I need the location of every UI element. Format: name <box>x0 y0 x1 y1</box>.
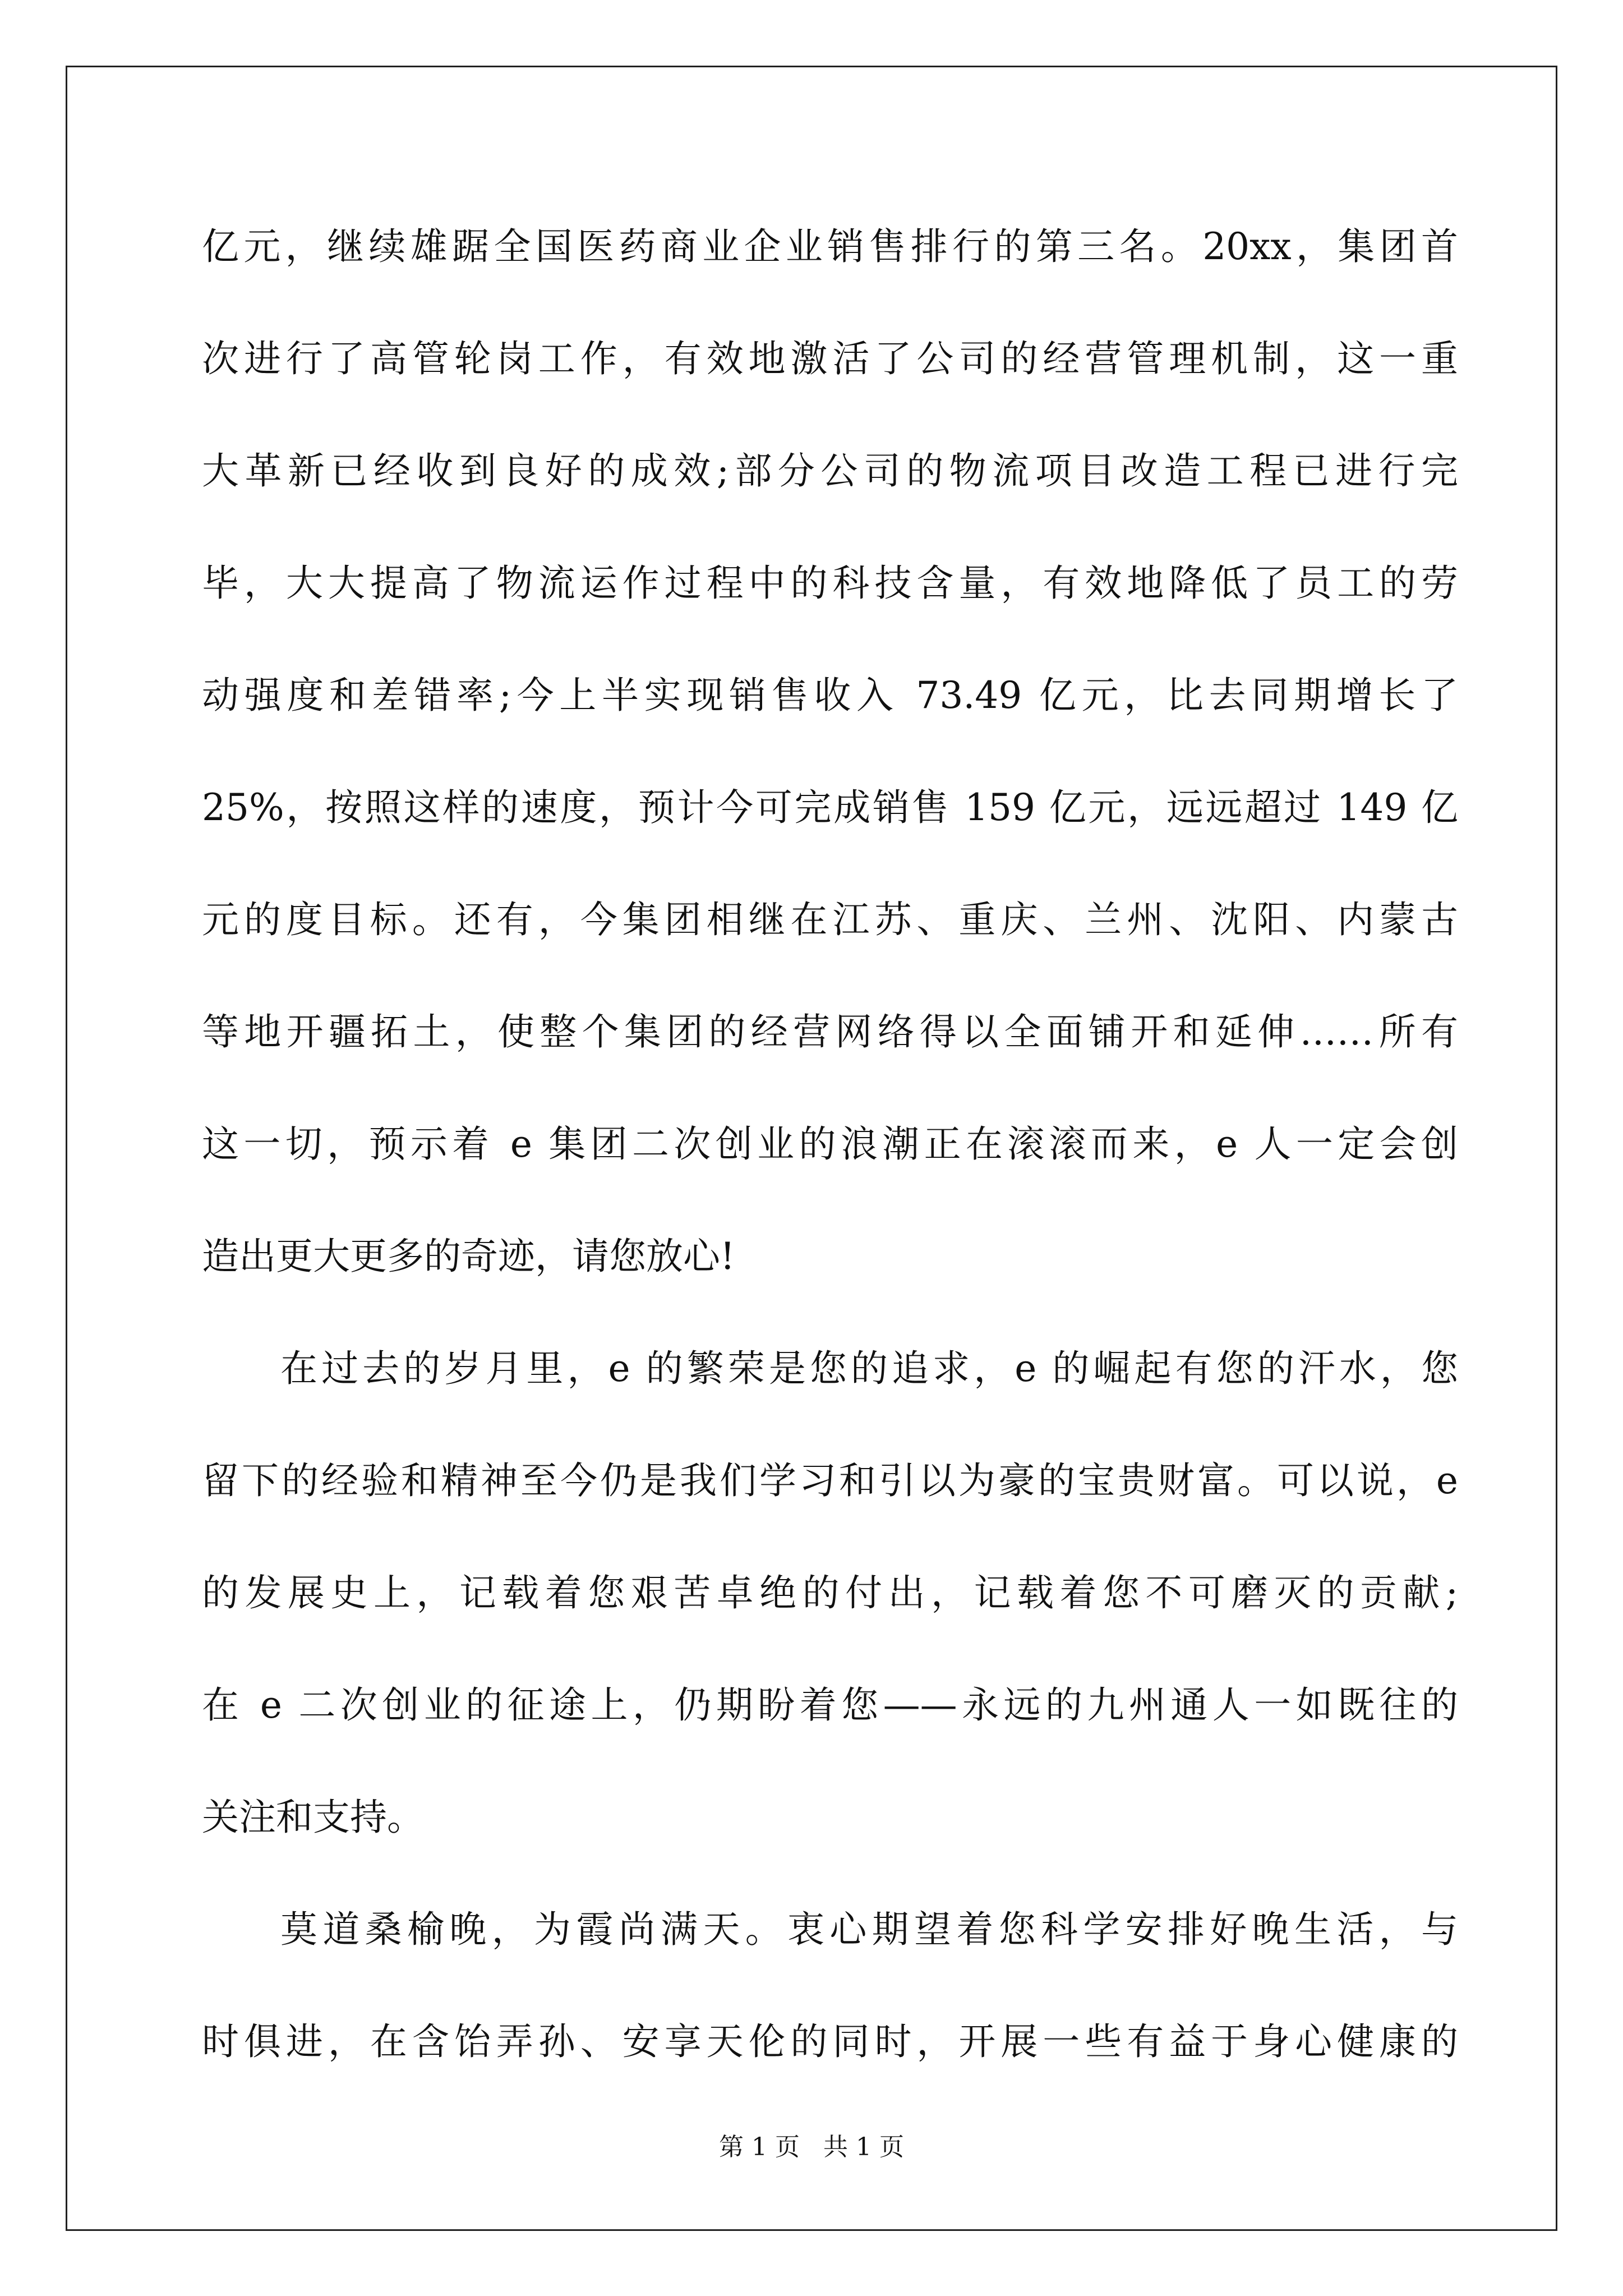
paragraph-line: 次进行了高管轮岗工作，有效地激活了公司的经营管理机制，这一重 <box>202 337 1458 380</box>
paragraph-line: 等地开疆拓土，使整个集团的经营网络得以全面铺开和延伸……所有 <box>202 1010 1458 1053</box>
paragraph-line: 亿元，继续雄踞全国医药商业企业销售排行的第三名。20xx，集团首 <box>202 225 1458 268</box>
paragraph-line: 造出更大更多的奇迹，请您放心! <box>202 1235 735 1278</box>
total-pages: 共 1 页 <box>823 2133 904 2161</box>
paragraph-line: 在过去的岁月里，e 的繁荣是您的追求，e 的崛起有您的汗水，您 <box>280 1347 1458 1390</box>
paragraph-line: 25%，按照这样的速度，预计今可完成销售 159 亿元，远远超过 149 亿 <box>202 786 1458 829</box>
paragraph-line: 动强度和差错率;今上半实现销售收入 73.49 亿元，比去同期增长了 <box>202 674 1458 717</box>
paragraph-line: 的发展史上，记载着您艰苦卓绝的付出，记载着您不可磨灭的贡献; <box>202 1571 1458 1614</box>
paragraph-line: 元的度目标。还有，今集团相继在江苏、重庆、兰州、沈阳、内蒙古 <box>202 898 1458 941</box>
paragraph-line: 留下的经验和精神至今仍是我们学习和引以为豪的宝贵财富。可以说，e <box>202 1459 1458 1502</box>
paragraph-line: 关注和支持。 <box>202 1796 424 1839</box>
paragraph-line: 时俱进，在含饴弄孙、安享天伦的同时，开展一些有益于身心健康的 <box>202 2020 1458 2063</box>
page-number: 第 1 页 <box>719 2133 800 2161</box>
paragraph-line: 毕，大大提高了物流运作过程中的科技含量，有效地降低了员工的劳 <box>202 562 1458 605</box>
paragraph-line: 这一切，预示着 e 集团二次创业的浪潮正在滚滚而来，e 人一定会创 <box>202 1122 1458 1166</box>
paragraph-line: 大革新已经收到良好的成效;部分公司的物流项目改造工程已进行完 <box>202 449 1458 493</box>
paragraph-line: 在 e 二次创业的征途上，仍期盼着您——永远的九州通人一如既往的 <box>202 1683 1458 1727</box>
page-footer <box>0 2132 1623 2163</box>
paragraph-line: 莫道桑榆晚，为霞尚满天。衷心期望着您科学安排好晚生活，与 <box>280 1908 1458 1951</box>
